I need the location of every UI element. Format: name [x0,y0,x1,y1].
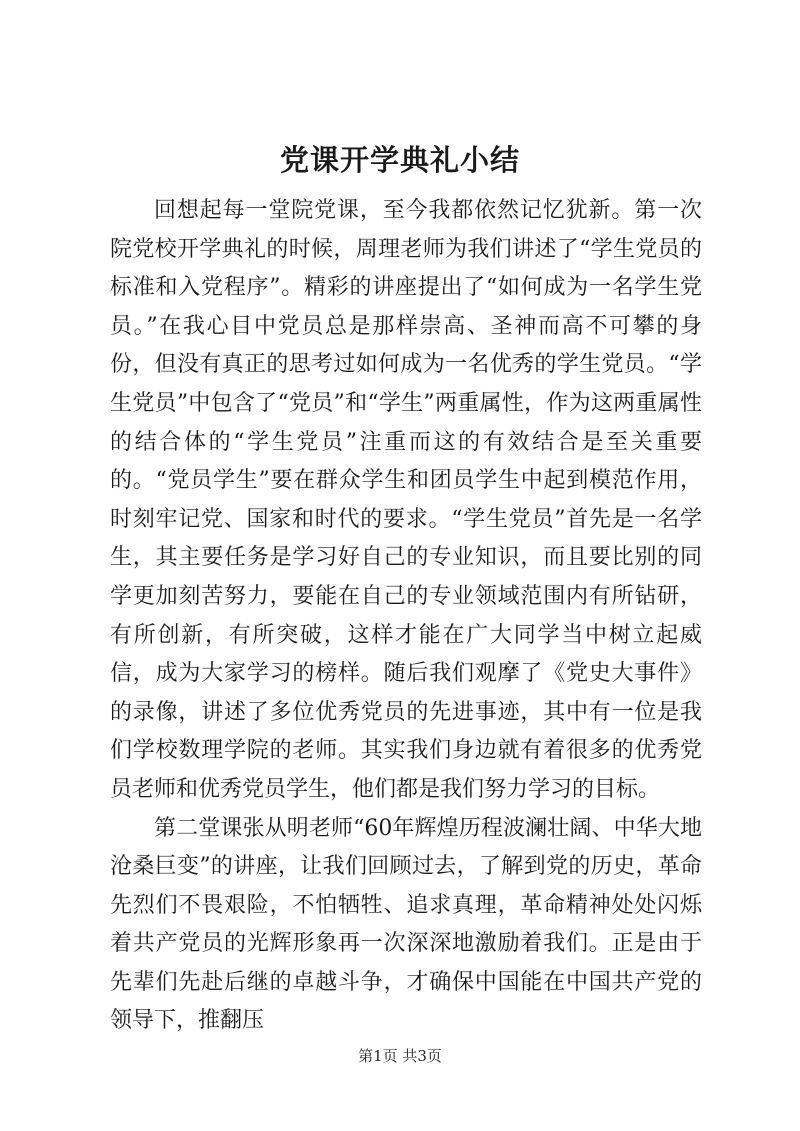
page-footer: 第1页 共3页 [358,1047,442,1065]
paragraph-1: 回想起每一堂院党课，至今我都依然记忆犹新。第一次院党校开学典礼的时候，周理老师为我们讲述了“学生党员的标准和入党程序”。精彩的讲座提出了“如何成为一名学生党员。”在我心目中党员总是那样崇高、圣神而高不可攀的身份，但没有真正的思考过如何成为一名优秀的学生党员。“学生党员”中包含了“党员”和“学生”两重属性，作为这两重属性的结合体的“学生党员”注重而这的有效结合是至关重要的。“党员学生”要在群众学生和团员学生中起到模范作用，时刻牢记党、国家和时代的要求。“学生党员”首先是一名学生，其主要任务是学习好自己的专业知识，而且要比别的同学更加刻苦努力，要能在自己的专业领域范围内有所钻研，有所创新，有所突破，这样才能在广大同学当中树立起威信，成为大家学习的榜样。随后我们观摩了《党史大事件》的录像，讲述了多位优秀党员的先进事迹，其中有一位是我们学校数理学院的老师。其实我们身边就有着很多的优秀党员老师和优秀党员学生，他们都是我们努力学习的目标。 [110,198,702,802]
paragraph-2: 第二堂课张从明老师“60年辉煌历程波澜壮阔、中华大地沧桑巨变”的讲座，让我们回顾过去，了解到党的历史，革命先烈们不畏艰险，不怕牺牲、追求真理，革命精神处处闪烁着共产党员的光辉形象再一次深深地激励着我们。正是由于先辈们先赴后继的卓越斗争，才确保中国能在中国共产党的领导下，推翻压 [110,815,702,1034]
document-body [110,192,702,1041]
document-title: 党课开学典礼小结 [279,143,520,177]
